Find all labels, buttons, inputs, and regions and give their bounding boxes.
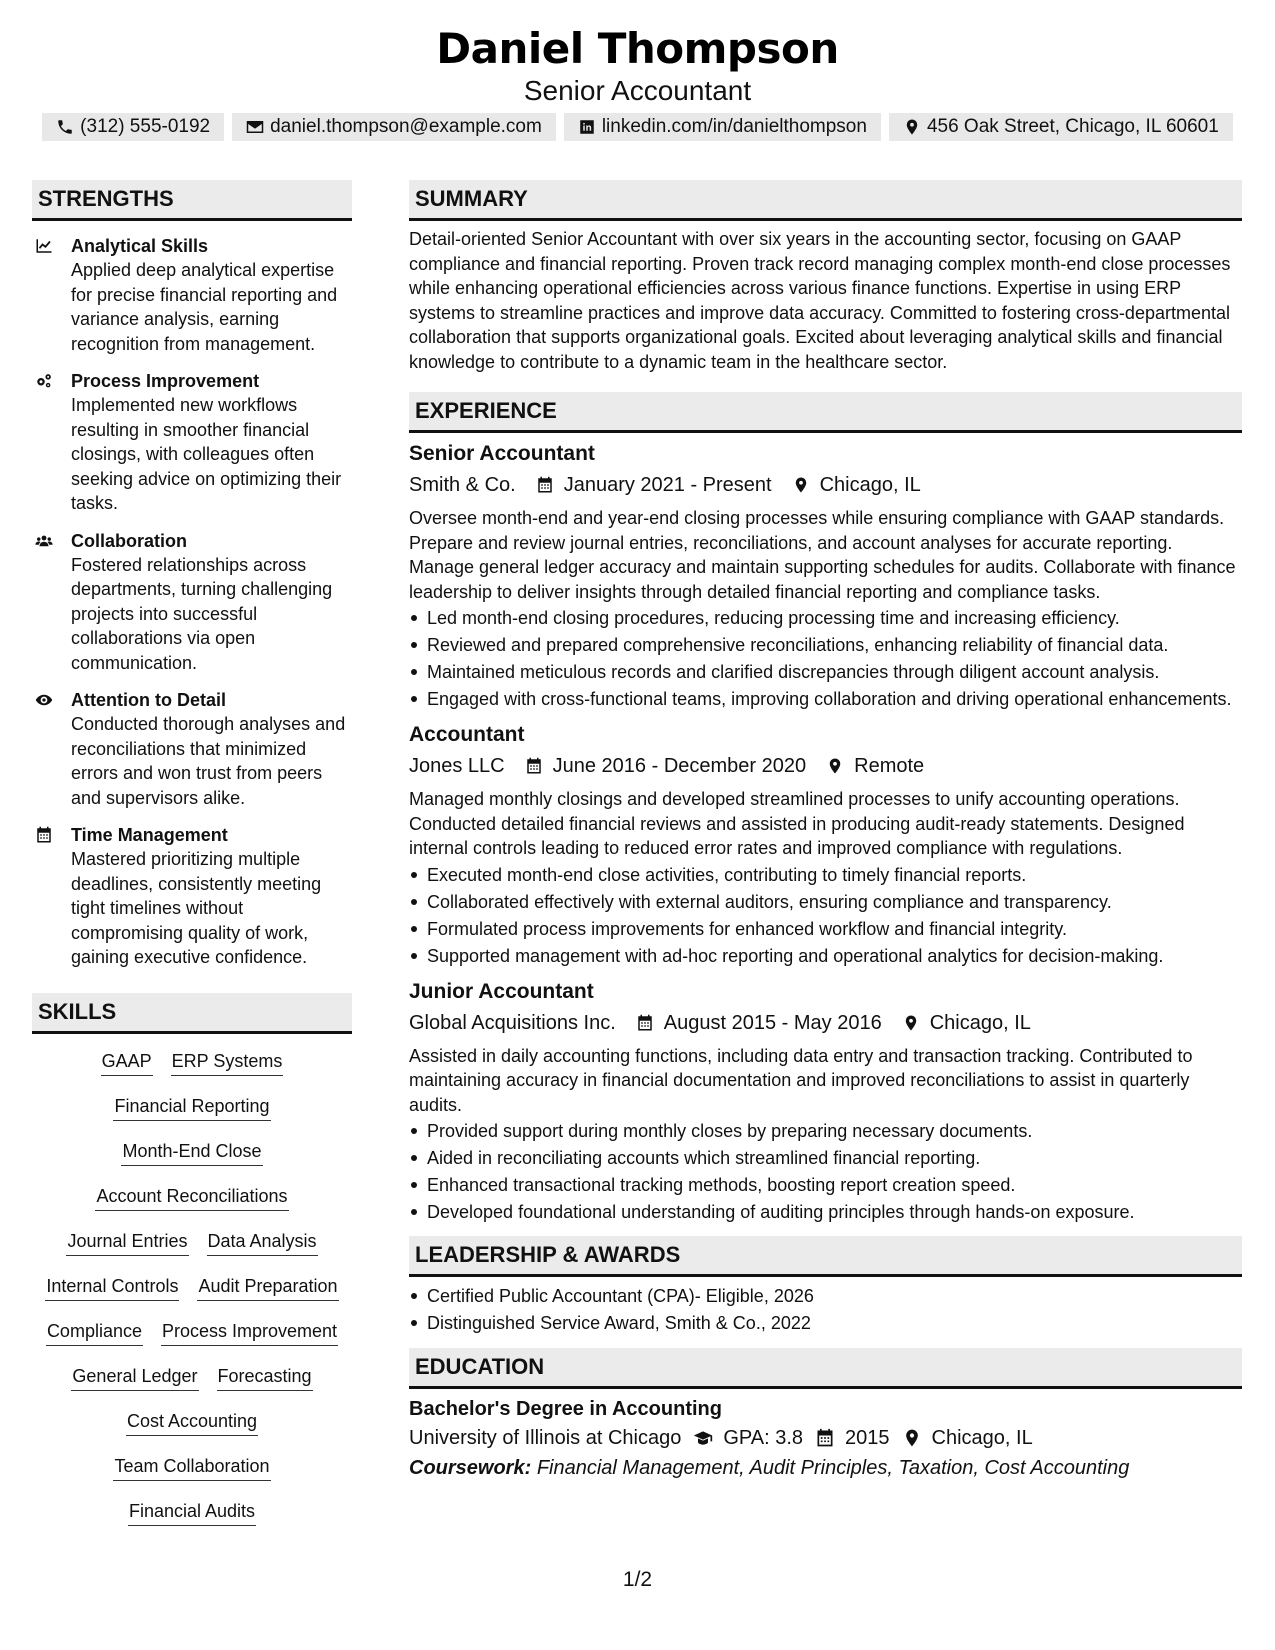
skill-row — [126, 1408, 258, 1453]
job-bullets — [409, 863, 1242, 968]
job-meta — [409, 1008, 1242, 1038]
skill-row — [45, 1273, 338, 1318]
cogs-icon — [34, 372, 54, 390]
skill-tag: Internal Controls — [45, 1273, 179, 1301]
job-company: Jones LLC — [409, 755, 505, 777]
job-bullet: Executed month-end close activities, contributing to timely financial reports. — [409, 863, 1242, 887]
education-year: 2015 — [845, 1427, 890, 1449]
strength-name: Process Improvement — [71, 371, 260, 391]
skill-tag: Data Analysis — [207, 1228, 318, 1256]
award-item: Distinguished Service Award, Smith & Co., 2022 — [409, 1311, 1242, 1335]
skill-tag: Account Reconciliations — [95, 1183, 288, 1211]
strength-desc: Conducted thorough analyses and reconciliations that minimized errors and won trust from peers and supervisors alike. — [71, 714, 346, 808]
skill-row — [66, 1228, 317, 1273]
strength-name: Time Management — [71, 825, 228, 845]
job-meta — [409, 751, 1242, 781]
job-company: Smith & Co. — [409, 474, 516, 496]
strength-name: Collaboration — [71, 530, 187, 551]
strengths-heading: STRENGTHS — [32, 180, 352, 221]
skills-heading: SKILLS — [32, 993, 352, 1034]
job-bullet: Engaged with cross-functional teams, improving collaboration and driving operational enhancements. — [409, 687, 1242, 711]
calendar-icon — [536, 475, 554, 495]
job-description: Assisted in daily accounting functions, including data entry and transaction tracking. Contributed to maintaining accuracy in financial documentation and improved reconciliations to assist in quarterly audits. — [409, 1045, 1193, 1115]
skill-tag: Audit Preparation — [197, 1273, 338, 1301]
strength-desc: Fostered relationships across departments, turning challenging projects into successful collaborations via open communication. — [71, 554, 333, 673]
calendar-icon — [815, 1428, 835, 1448]
eye-icon — [34, 691, 54, 709]
job-location: Chicago, IL — [929, 1011, 1031, 1034]
job-description: Managed monthly closings and developed streamlined processes to unify accounting operations. Conducted detailed financial reviews and assisted in producing audit-ready statements. Designed internal controls leading to reduced error rates and improved compliance with regulations. — [409, 789, 1185, 858]
job-entry — [409, 978, 1242, 1225]
education-gpa: GPA: 3.8 — [723, 1427, 804, 1449]
job-bullet: Formulated process improvements for enhanced workflow and financial integrity. — [409, 917, 1242, 941]
education-heading: EDUCATION — [409, 1348, 1242, 1389]
strength-desc: Mastered prioritizing multiple deadlines, consistently meeting tight timelines without compromising quality of work, gaining executive confidence. — [71, 849, 322, 967]
skill-tag: Financial Reporting — [113, 1093, 270, 1121]
skill-tag: Compliance — [46, 1318, 143, 1346]
skill-row — [121, 1138, 262, 1183]
skill-tag: GAAP — [101, 1048, 153, 1076]
contact-phone[interactable] — [42, 113, 224, 141]
linkedin-icon — [578, 118, 596, 136]
contact-address-text: 456 Oak Street, Chicago, IL 60601 — [926, 116, 1219, 137]
summary-heading: SUMMARY — [409, 180, 1242, 221]
candidate-title: Senior Accountant — [523, 75, 752, 106]
calendar-icon — [636, 1013, 654, 1033]
leadership-list — [409, 1284, 1242, 1335]
education-school: University of Illinois at Chicago — [409, 1427, 682, 1449]
skill-tag: General Ledger — [71, 1363, 198, 1391]
leadership-heading: LEADERSHIP & AWARDS — [409, 1236, 1242, 1277]
job-description: Oversee month-end and year-end closing processes while ensuring compliance with GAAP standards. Prepare and review journal entries, reconciliations, and account analyses for accurate reporting. Manage general ledger accuracy and maintain supporting schedules for audits. Collaborate with finance leadership to deliver insights through detailed financial reporting and compliance tasks. — [409, 508, 1236, 602]
strength-item — [32, 234, 352, 356]
job-bullet: Maintained meticulous records and clarified discrepancies through diligent account analysis. — [409, 660, 1242, 684]
skill-tag: Team Collaboration — [113, 1453, 270, 1481]
skill-tag: Financial Audits — [128, 1498, 256, 1526]
job-bullet: Reviewed and prepared comprehensive reconciliations, enhancing reliability of financial data. — [409, 633, 1242, 657]
phone-icon — [56, 118, 74, 136]
chart-line-icon — [34, 237, 54, 255]
contact-linkedin-text: linkedin.com/in/danielthompson — [601, 116, 867, 137]
job-title: Senior Accountant — [409, 442, 595, 465]
job-bullet: Provided support during monthly closes by preparing necessary documents. — [409, 1119, 1242, 1143]
calendar-icon — [34, 826, 54, 844]
skills-list — [32, 1034, 352, 1543]
job-bullet: Supported management with ad-hoc reporting and operational analytics for decision-making. — [409, 944, 1242, 968]
contact-bar — [0, 113, 1275, 141]
skill-row — [95, 1183, 288, 1228]
job-bullet: Developed foundational understanding of auditing principles through hands-on exposure. — [409, 1200, 1242, 1224]
strength-item — [32, 529, 352, 676]
job-location: Chicago, IL — [819, 474, 921, 496]
job-entry — [409, 440, 1242, 711]
coursework-label: Coursework: — [409, 1457, 532, 1479]
skill-tag: Forecasting — [217, 1363, 313, 1391]
map-pin-icon — [903, 118, 921, 136]
calendar-icon — [525, 756, 543, 776]
strength-item — [32, 369, 352, 516]
education-meta — [409, 1423, 1242, 1453]
skill-tag: Cost Accounting — [126, 1408, 258, 1436]
contact-linkedin[interactable] — [564, 113, 881, 141]
page-number: 1/2 — [622, 1568, 653, 1591]
skill-row — [113, 1093, 270, 1138]
skill-tag: Month-End Close — [121, 1138, 262, 1166]
skill-row — [71, 1363, 312, 1408]
contact-email[interactable] — [232, 113, 556, 141]
job-bullets — [409, 1119, 1242, 1224]
skill-tag: Process Improvement — [161, 1318, 338, 1346]
job-title: Accountant — [409, 723, 525, 746]
strength-name: Attention to Detail — [71, 690, 226, 710]
envelope-icon — [246, 118, 264, 136]
job-company: Global Acquisitions Inc. — [409, 1011, 616, 1034]
skill-row — [128, 1498, 256, 1543]
strength-item — [32, 823, 352, 970]
job-dates: June 2016 - December 2020 — [552, 755, 807, 777]
job-entry — [409, 721, 1242, 968]
resume-header — [0, 22, 1275, 106]
job-location: Remote — [854, 755, 925, 777]
job-title: Junior Accountant — [409, 979, 594, 1003]
job-bullet: Led month-end closing procedures, reducing processing time and increasing efficiency. — [409, 606, 1242, 630]
users-icon — [34, 532, 54, 550]
job-dates: August 2015 - May 2016 — [663, 1011, 882, 1034]
education-degree: Bachelor's Degree in Accounting — [409, 1398, 722, 1420]
summary-text: Detail-oriented Senior Accountant with over six years in the accounting sector, focusing on GAAP compliance and financial reporting. Proven track record managing complex month-end close processes while enhancing operational efficiencies across various finance functions. Expertise in using ERP systems to streamline practices and improve data accuracy. Committed to fostering cross-departmental collaboration that supports organizational goals. Excited about leveraging analytical skills and financial knowledge to contribute to a dynamic team in the healthcare sector. — [409, 229, 1231, 372]
education-location: Chicago, IL — [931, 1427, 1033, 1449]
coursework-list: Financial Management, Audit Principles, Taxation, Cost Accounting — [536, 1457, 1130, 1479]
right-column — [409, 180, 1242, 1483]
award-item: Certified Public Accountant (CPA)- Eligible, 2026 — [409, 1284, 1242, 1308]
contact-phone-text: (312) 555-0192 — [80, 116, 211, 137]
job-meta — [409, 470, 1242, 500]
skill-tag: Journal Entries — [66, 1228, 188, 1256]
graduation-cap-icon — [693, 1428, 713, 1448]
map-pin-icon — [902, 1428, 922, 1448]
candidate-name: Daniel Thompson — [436, 24, 839, 73]
map-pin-icon — [826, 756, 844, 776]
strength-name: Analytical Skills — [71, 236, 209, 256]
strength-desc: Implemented new workflows resulting in smoother financial closings, with colleagues often seeking advice on optimizing their tasks. — [71, 395, 342, 513]
education-coursework — [409, 1453, 1242, 1483]
strength-item — [32, 688, 352, 810]
job-bullet: Aided in reconciliating accounts which streamlined financial reporting. — [409, 1146, 1242, 1170]
strength-desc: Applied deep analytical expertise for precise financial reporting and variance analysis, earning recognition from management. — [71, 260, 338, 354]
contact-address — [889, 113, 1233, 141]
job-dates: January 2021 - Present — [563, 474, 772, 496]
map-pin-icon — [902, 1013, 920, 1033]
skill-row — [46, 1318, 338, 1363]
map-pin-icon — [792, 475, 810, 495]
skill-row — [113, 1453, 270, 1498]
experience-heading: EXPERIENCE — [409, 392, 1242, 433]
contact-email-text: daniel.thompson@example.com — [270, 116, 542, 137]
skill-row — [101, 1048, 284, 1093]
skill-tag: ERP Systems — [171, 1048, 284, 1076]
left-column — [32, 180, 352, 1543]
job-bullet: Enhanced transactional tracking methods, boosting report creation speed. — [409, 1173, 1242, 1197]
job-bullets — [409, 606, 1242, 711]
job-bullet: Collaborated effectively with external auditors, ensuring compliance and transparency. — [409, 890, 1242, 914]
